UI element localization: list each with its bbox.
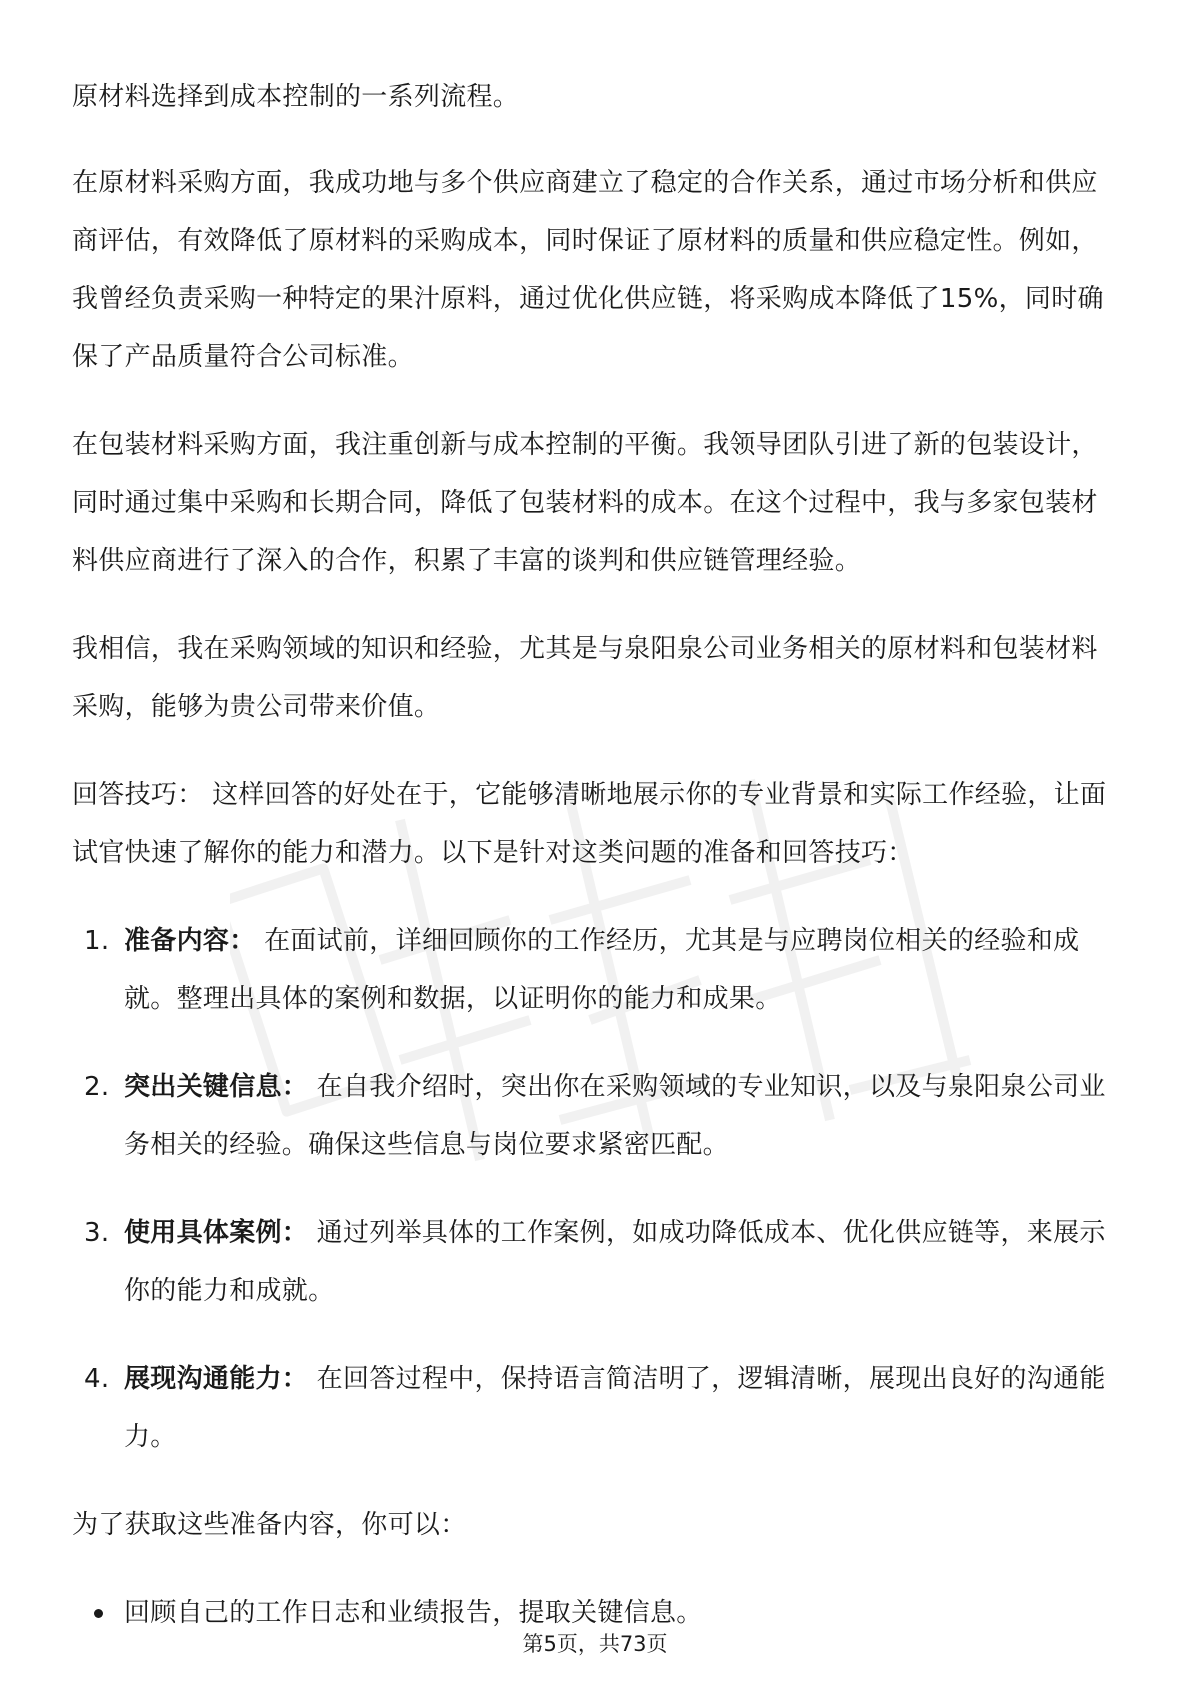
tips-list-item bbox=[72, 1058, 1122, 1174]
tip-text: 通过列举具体的工作案例，如成功降低成本、优化供应链等，来展示你的能力和成就。 bbox=[124, 1218, 1106, 1306]
tip-term: 突出关键信息： bbox=[124, 1072, 309, 1102]
paragraph-raw-materials: 在原材料采购方面，我成功地与多个供应商建立了稳定的合作关系，通过市场分析和供应商评估，有效降低了原材料的采购成本，同时保证了原材料的质量和供应稳定性。例如，我曾经负责采购一种特定的果汁原料，通过优化供应链，将采购成本降低了15%，同时确保了产品质量符合公司标准。 bbox=[72, 168, 1104, 372]
tip-text: 在回答过程中，保持语言简洁明了，逻辑清晰，展现出良好的沟通能力。 bbox=[124, 1364, 1106, 1452]
tip-text: 在自我介绍时，突出你在采购领域的专业知识，以及与泉阳泉公司业务相关的经验。确保这些信息与岗位要求紧密匹配。 bbox=[124, 1072, 1106, 1160]
paragraph-closing-intro: 为了获取这些准备内容，你可以： bbox=[72, 1510, 467, 1540]
page-footer: 第5页，共73页 bbox=[522, 1632, 668, 1656]
tip-term: 准备内容： bbox=[124, 926, 256, 956]
tips-list-item bbox=[72, 1350, 1122, 1466]
list-number: 4. bbox=[84, 1364, 110, 1394]
bullet-text: 回顾自己的工作日志和业绩报告，提取关键信息。 bbox=[124, 1598, 703, 1628]
list-number: 2. bbox=[84, 1072, 110, 1102]
tips-list-item bbox=[72, 912, 1122, 1028]
paragraph-continuation: 原材料选择到成本控制的一系列流程。 bbox=[72, 82, 520, 112]
tips-list bbox=[72, 912, 1122, 1466]
bullet-dot-icon bbox=[94, 1609, 103, 1618]
document-body bbox=[72, 68, 1122, 1642]
paragraph-answer-tips: 回答技巧： 这样回答的好处在于，它能够清晰地展示你的专业背景和实际工作经验，让面试官快速了解你的能力和潜力。以下是针对这类问题的准备和回答技巧： bbox=[72, 780, 1107, 868]
list-number: 1. bbox=[84, 926, 110, 956]
tip-text: 在面试前，详细回顾你的工作经历，尤其是与应聘岗位相关的经验和成就。整理出具体的案例和数据，以证明你的能力和成果。 bbox=[124, 926, 1080, 1014]
paragraph-packaging: 在包装材料采购方面，我注重创新与成本控制的平衡。我领导团队引进了新的包装设计，同时通过集中采购和长期合同，降低了包装材料的成本。在这个过程中，我与多家包装材料供应商进行了深入的合作，积累了丰富的谈判和供应链管理经验。 bbox=[72, 430, 1098, 576]
tip-term: 展现沟通能力： bbox=[124, 1364, 309, 1394]
tip-term: 使用具体案例： bbox=[124, 1218, 309, 1248]
tips-list-item bbox=[72, 1204, 1122, 1320]
paragraph-belief: 我相信，我在采购领域的知识和经验，尤其是与泉阳泉公司业务相关的原材料和包装材料采购，能够为贵公司带来价值。 bbox=[72, 634, 1098, 722]
list-number: 3. bbox=[84, 1218, 110, 1248]
